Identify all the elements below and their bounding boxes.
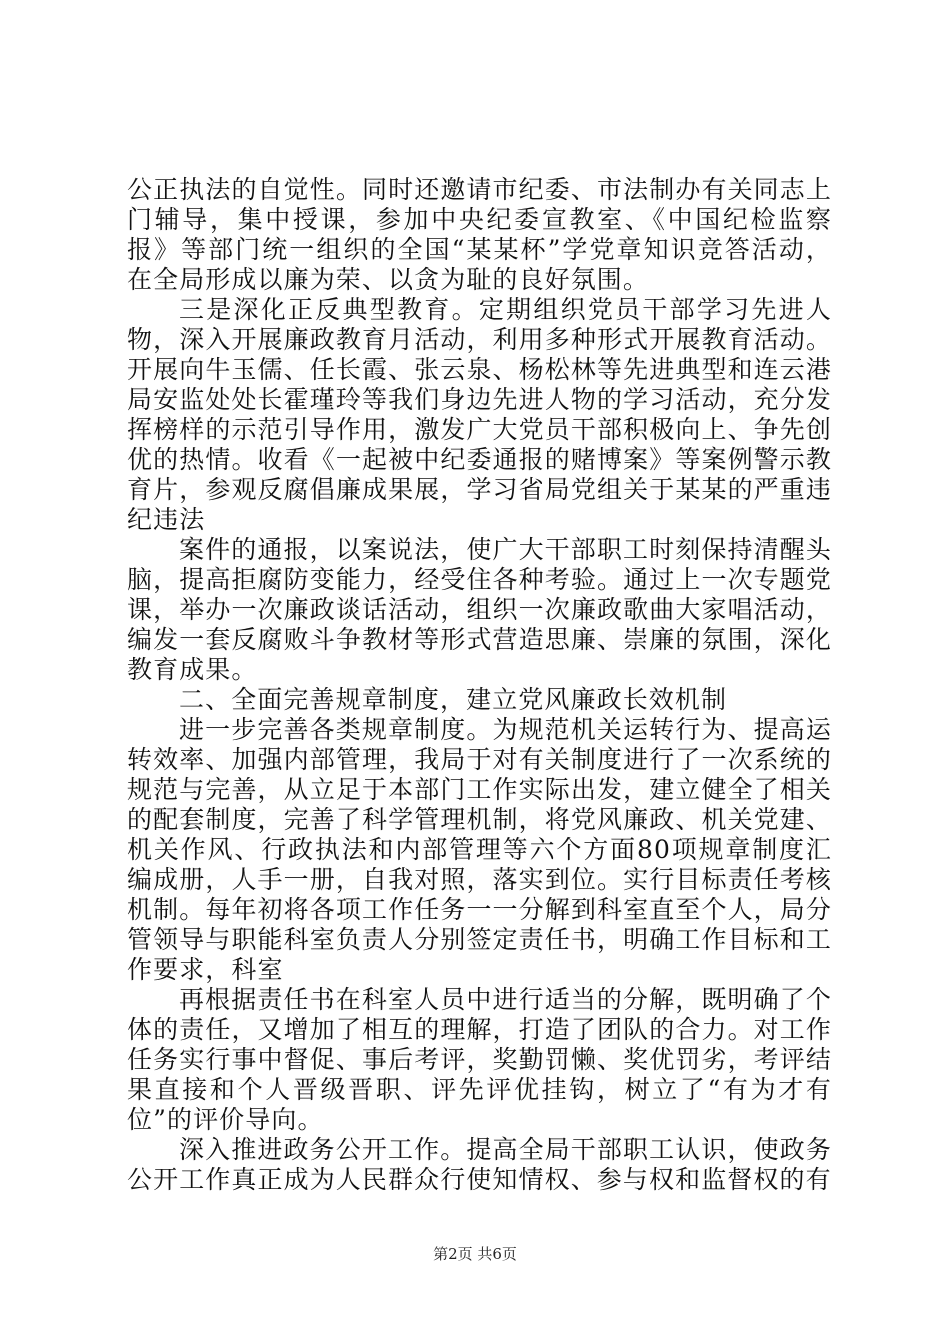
paragraph-government-affairs: 深入推进政务公开工作。提高全局干部职工认识，使政务公开工作真正成为人民群众行使知情权、参与权和监督权的有 (127, 1135, 832, 1194)
page-number: 第2页 共6页 (433, 1245, 517, 1263)
paragraph-responsibility: 再根据责任书在科室人员中进行适当的分解，既明确了个体的责任，又增加了相互的理解，打造了团队的合力。对工作任务实行事中督促、事后考评，奖勤罚懒、奖优罚劣，考评结果直接和个人晋级晋职、评先评优挂钩，树立了“有为才有位”的评价导向。 (127, 985, 832, 1134)
section-heading: 二、全面完善规章制度，建立党风廉政长效机制 (179, 685, 728, 714)
paragraph-typical-education: 三是深化正反典型教育。定期组织党员干部学习先进人物，深入开展廉政教育月活动，利用多种形式开展教育活动。开展向牛玉儒、任长霞、张云泉、杨松林等先进典型和连云港局安监处处长霍瑾玲等我们身边先进人物的学习活动，充分发挥榜样的示范引导作用，激发广大党员干部积极向上、争先创优的热情。收看《一起被中纪委通报的赌博案》等案例警示教育片，参观反腐倡廉成果展，学习省局党组关于某某的严重违纪违法 (127, 295, 832, 534)
paragraph-case-notice: 案件的通报，以案说法，使广大干部职工时刻保持清醒头脑，提高拒腐防变能力，经受住各种考验。通过上一次专题党课，举办一次廉政谈话活动，组织一次廉政歌曲大家唱活动，编发一套反腐败斗争教材等形式营造思廉、崇廉的氛围，深化教育成果。 (127, 535, 832, 684)
paragraph-continued: 公正执法的自觉性。同时还邀请市纪委、市法制办有关同志上门辅导，集中授课，参加中央纪委宣教室、《中国纪检监察报》等部门统一组织的全国“某某杯”学党章知识竞答活动，在全局形成以廉为荣、以贪为耻的良好氛围。 (127, 175, 832, 294)
paragraph-rules-improvement: 进一步完善各类规章制度。为规范机关运转行为、提高运转效率、加强内部管理，我局于对有关制度进行了一次系统的规范与完善，从立足于本部门工作实际出发，建立健全了相关的配套制度，完善了科学管理机制，将党风廉政、机关党建、机关作风、行政执法和内部管理等六个方面80项规章制度汇编成册，人手一册，自我对照，落实到位。实行目标责任考核机制。每年初将各项工作任务一一分解到科室直至个人，局分管领导与职能科室负责人分别签定责任书，明确工作目标和工作要求，科室 (127, 715, 832, 984)
document-body (127, 175, 832, 1195)
